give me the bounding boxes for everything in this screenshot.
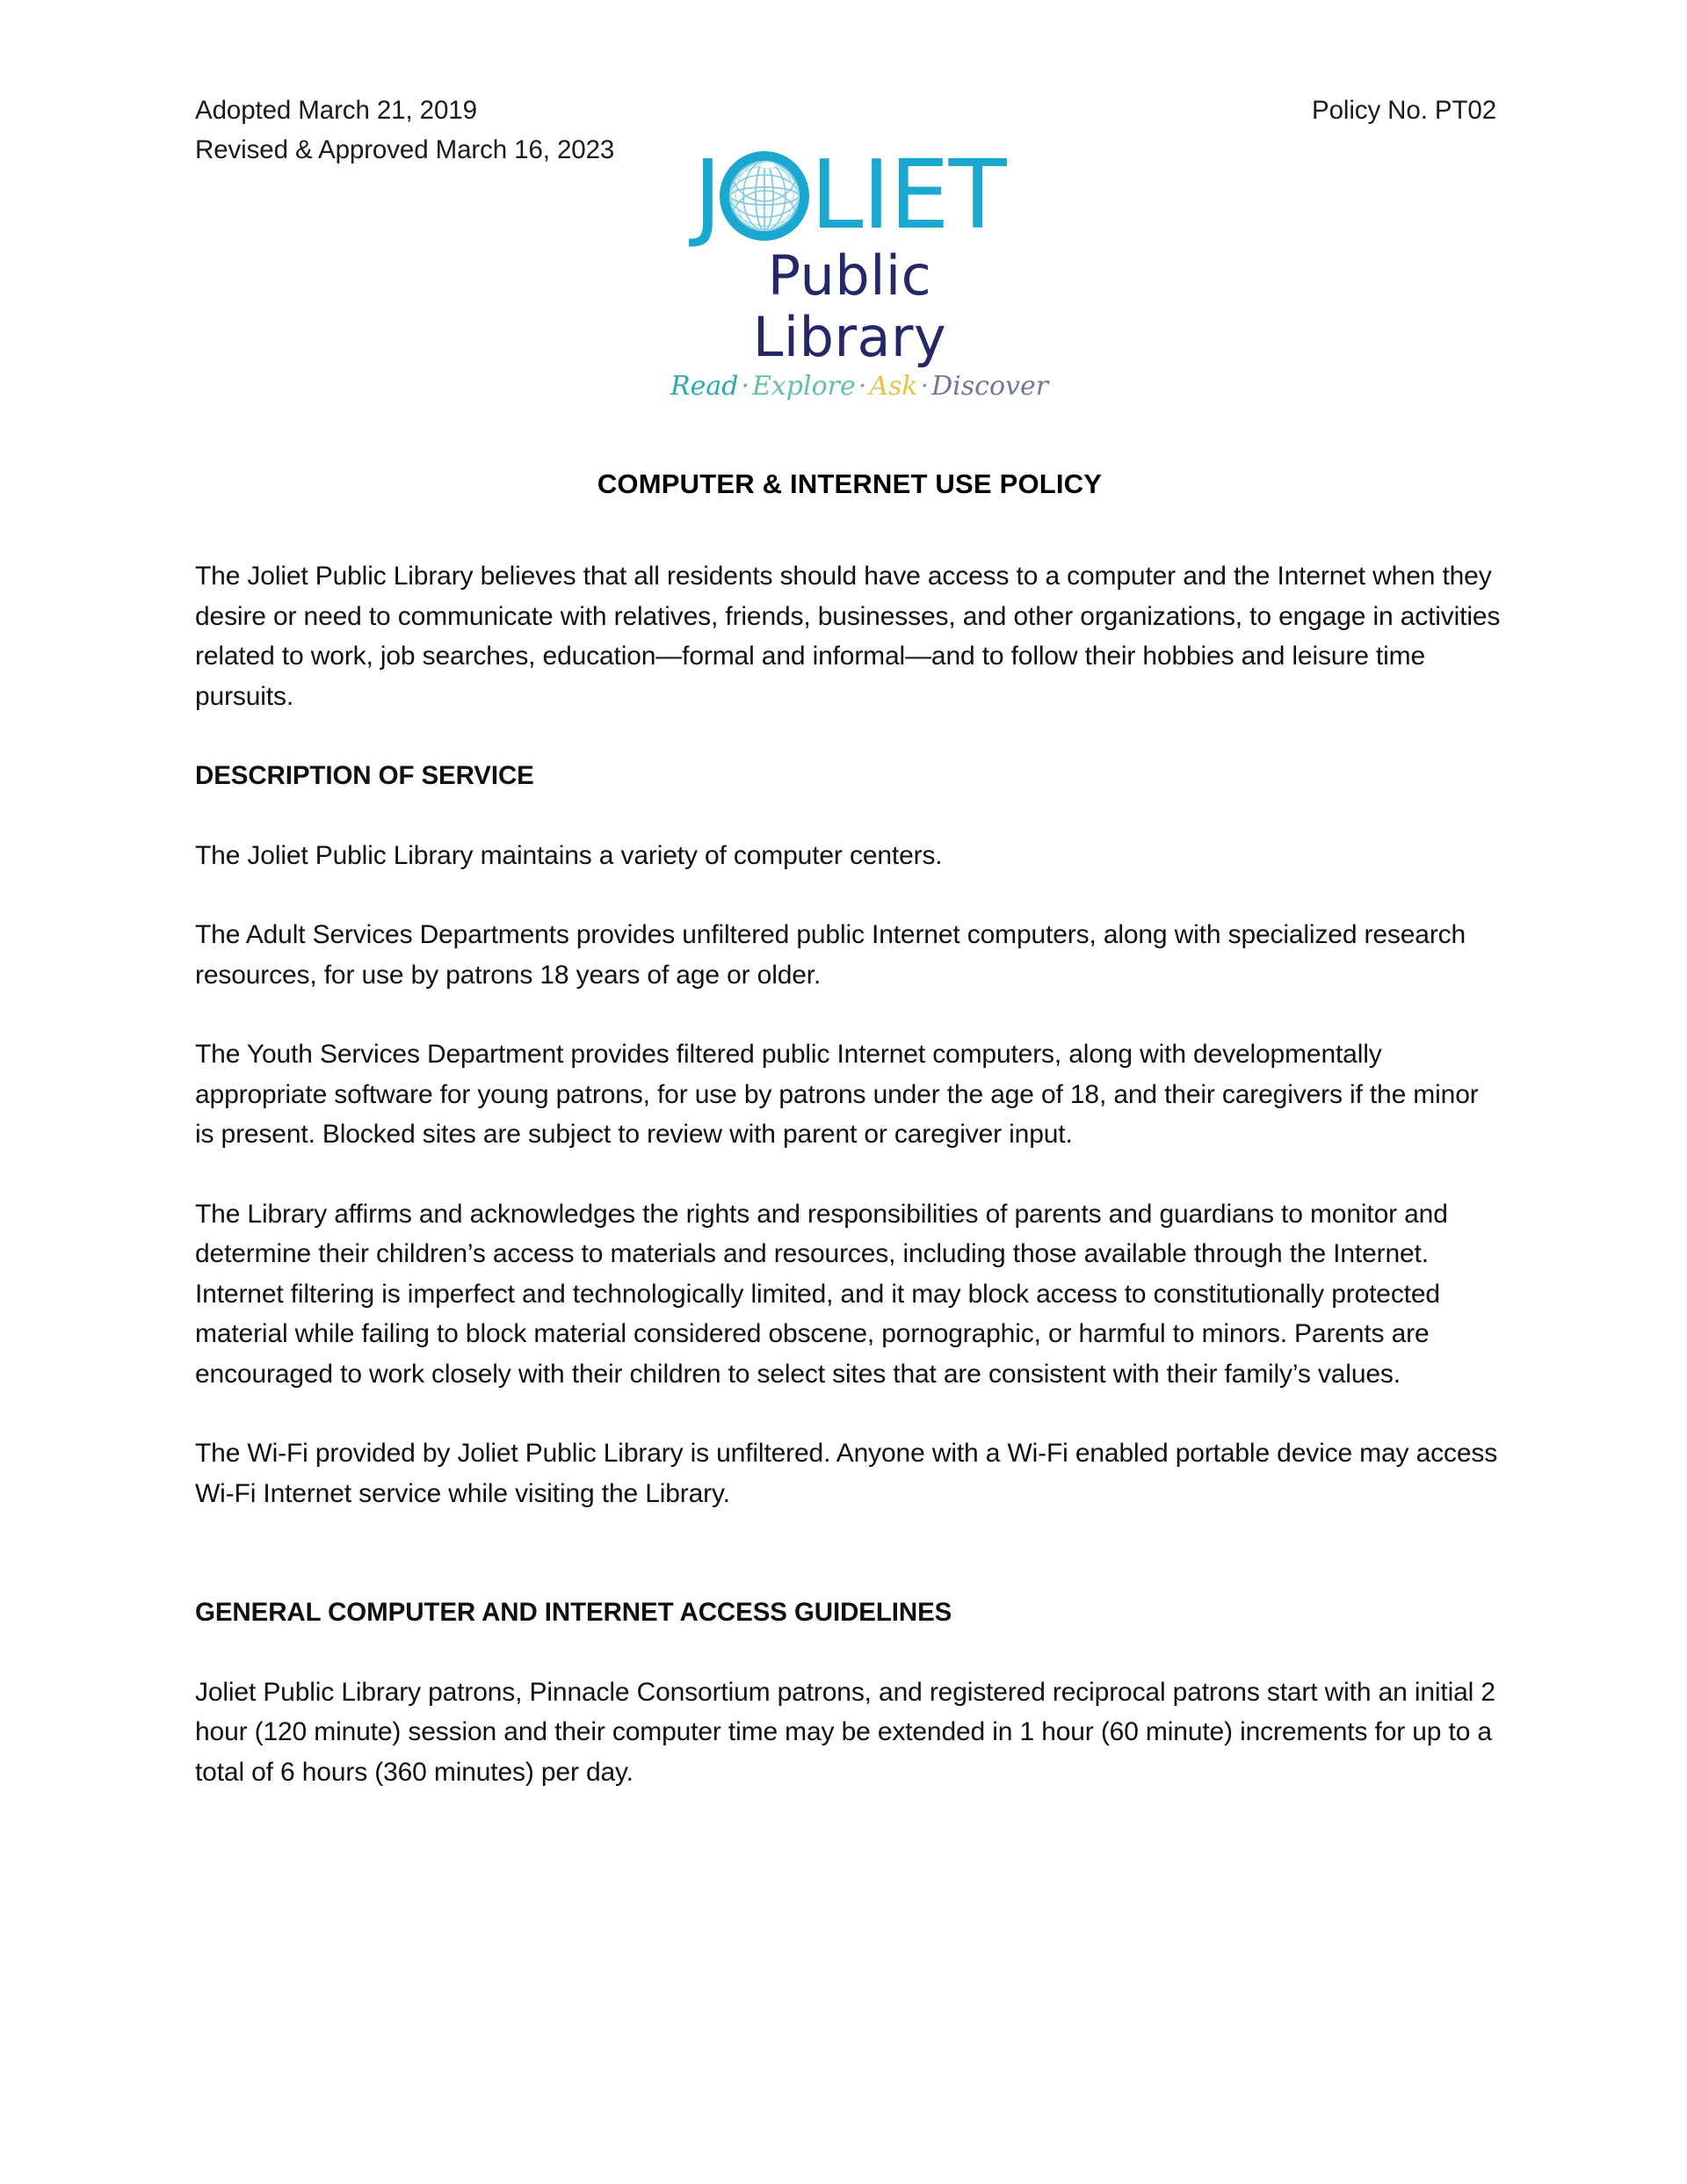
paragraph-adult-services: The Adult Services Departments provides unfiltered public Internet computers, along with specialized research resources, for use by patrons 18 years of age or older.	[195, 920, 1466, 990]
logo-letter-j: J	[693, 141, 721, 250]
paragraph-computer-centers: The Joliet Public Library maintains a variety of computer centers.	[195, 840, 943, 870]
tagline-separator-2: ·	[858, 371, 867, 402]
logo-subtitle: Public Library	[752, 243, 947, 369]
header-left-block	[195, 91, 614, 170]
section-heading-general-guidelines: GENERAL COMPUTER AND INTERNET ACCESS GUIDELINES	[195, 1598, 952, 1627]
intro-paragraph: The Joliet Public Library believes that all residents should have access to a computer and the Internet when they desire or need to communicate with relatives, friends, businesses, and other organizations, to engage in activities related to work, job searches, education—formal and informal—and to follow their hobbies and leisure time pursuits.	[195, 562, 1501, 711]
paragraph-library-affirms: The Library affirms and acknowledges the rights and responsibilities of parents and guardians to monitor and determine their children’s access to materials and resources, including those available through the Internet. Internet filtering is imperfect and technologically limited, and it may block access to constitutionally protected material while failing to block material considered obscene, pornographic, or harmful to minors. Parents are encouraged to work closely with their children to select sites that are consistent with their family’s values.	[195, 1199, 1448, 1389]
tagline-separator-3: ·	[920, 371, 930, 402]
section-heading-description-of-service: DESCRIPTION OF SERVICE	[195, 761, 534, 790]
tagline-read: Read	[670, 371, 739, 402]
logo-tagline	[670, 370, 1049, 403]
paragraph-wifi: The Wi-Fi provided by Joliet Public Library is unfiltered. Anyone with a Wi-Fi enabled portable device may access Wi-Fi Internet service while visiting the Library.	[195, 1439, 1498, 1508]
library-logo	[195, 141, 1504, 403]
paragraph-youth-services: The Youth Services Department provides filtered public Internet computers, along with developmentally appropriate software for young patrons, for use by patrons under the age of 18, and their caregivers if the minor is present. Blocked sites are subject to review with parent or caregiver input.	[195, 1040, 1479, 1149]
tagline-separator-1: ·	[741, 371, 749, 402]
document-header	[195, 0, 1504, 164]
revised-date: Revised & Approved March 16, 2023	[195, 135, 615, 164]
globe-icon	[719, 150, 810, 242]
section-spacer	[195, 1553, 1504, 1593]
logo-letters-liet: LIET	[810, 141, 1006, 250]
tagline-discover: Discover	[931, 371, 1049, 402]
page-content	[195, 0, 1504, 1832]
tagline-explore: Explore	[751, 371, 856, 402]
logo-wordmark	[670, 141, 1029, 250]
tagline-ask: Ask	[869, 371, 918, 402]
adopted-date: Adopted March 21, 2019	[195, 96, 477, 125]
document-body	[195, 556, 1504, 1792]
logo-inner	[670, 141, 1049, 403]
paragraph-session-limits: Joliet Public Library patrons, Pinnacle Consortium patrons, and registered reciprocal patrons start with an initial 2 hour (120 minute) session and their computer time may be extended in 1 hour (60 minute) increments for up to a total of 6 hours (360 minutes) per day.	[195, 1677, 1495, 1787]
policy-number: Policy No. PT02	[1312, 96, 1496, 125]
page-title: COMPUTER & INTERNET USE POLICY	[597, 468, 1103, 499]
